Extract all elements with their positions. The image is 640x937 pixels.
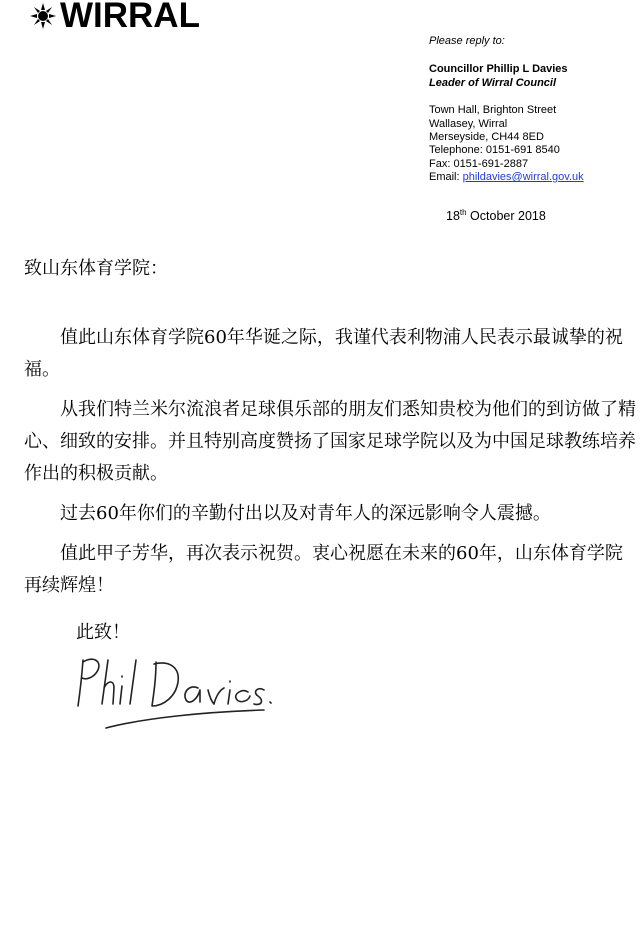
email-label: Email: <box>429 171 463 184</box>
address-line: Wallasey, Wirral <box>429 117 508 130</box>
email-link[interactable]: phildavies@wirral.gov.uk <box>462 171 584 184</box>
paragraph: 值此山东体育学院60年华诞之际，我谨代表利物浦人民表示最诚挚的祝福。 <box>24 327 623 380</box>
reply-label: Please reply to: <box>429 35 505 47</box>
date-rest: October 2018 <box>466 209 546 224</box>
email-line <box>429 171 584 184</box>
paragraph: 从我们特兰米尔流浪者足球俱乐部的朋友们悉知贵校为他们的到访做了精心、细致的安排。并且特别高度赞扬了国家足球学院以及为中国足球教练培养作出的积极贡献。 <box>24 399 636 484</box>
letter-date <box>446 208 546 223</box>
salutation: 致山东体育学院： <box>24 258 168 279</box>
sender-name: Councillor Phillip L Davies <box>429 63 568 76</box>
handwritten-signature <box>64 652 274 734</box>
sender-block <box>429 35 584 185</box>
fax: Fax: 0151-691-2887 <box>429 157 529 170</box>
letter-body <box>24 322 636 610</box>
address-line: Merseyside, CH44 8ED <box>429 131 544 144</box>
paragraph: 过去60年你们的辛勤付出以及对青年人的深远影响令人震撼。 <box>60 503 551 524</box>
paragraph: 值此甲子芳华，再次表示祝贺。衷心祝愿在未来的60年，山东体育学院再续辉煌！ <box>24 543 623 596</box>
date-day: 18 <box>446 209 460 224</box>
date-suffix: th <box>459 208 467 217</box>
wirral-logo <box>28 0 200 35</box>
sender-title: Leader of Wirral Council <box>429 76 557 89</box>
address-line: Town Hall, Brighton Street <box>429 104 557 117</box>
telephone: Telephone: 0151-691 8540 <box>429 144 560 157</box>
closing: 此致！ <box>76 622 130 643</box>
wirral-crest-icon <box>28 1 58 31</box>
logo-text: WIRRAL <box>60 0 200 35</box>
